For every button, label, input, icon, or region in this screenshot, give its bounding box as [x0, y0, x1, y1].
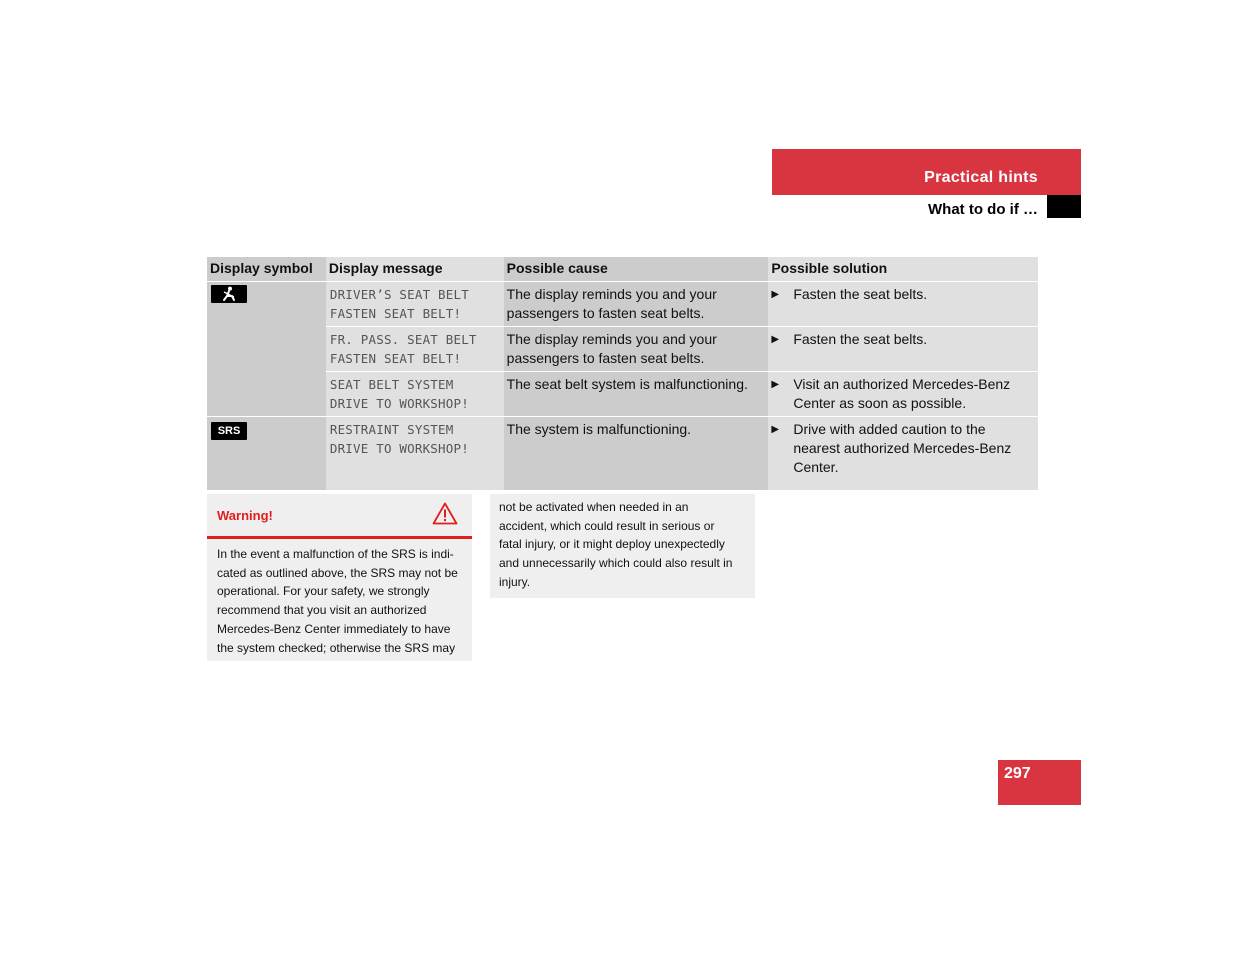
possible-solution-cell [768, 372, 1038, 417]
warning-line: fatal injury, or it might deploy unexpectedly [499, 537, 725, 552]
section-title: Practical hints [924, 169, 1038, 186]
possible-cause-cell: The seat belt system is malfunctioning. [504, 372, 769, 417]
bullet-arrow-icon: ▶ [771, 379, 780, 390]
message-line: FR. PASS. SEAT BELT [329, 332, 477, 347]
bullet-arrow-icon: ▶ [771, 424, 780, 435]
warning-title: Warning! [217, 508, 273, 523]
message-line: FASTEN SEAT BELT! [329, 351, 462, 366]
warning-line: injury. [499, 574, 531, 589]
warning-line: operational. For your safety, we strongly [217, 584, 430, 599]
warning-header [207, 494, 472, 539]
warning-box [207, 494, 472, 661]
table-header-row [207, 257, 1038, 282]
symbol-cell [207, 417, 326, 491]
display-message-cell [326, 327, 504, 372]
solution-text: Visit an authorized Mercedes-Benz Center as soon as possible. [793, 376, 1011, 411]
message-line: SEAT BELT SYSTEM [329, 377, 454, 392]
warning-line: the system checked; otherwise the SRS may [217, 640, 456, 655]
page-number: 297 [1004, 765, 1031, 782]
warning-triangle-icon [432, 502, 458, 530]
column-header-possible-cause: Possible cause [504, 257, 769, 282]
display-message-cell [326, 372, 504, 417]
warning-line: cated as outlined above, the SRS may not be [217, 565, 458, 580]
srs-icon: SRS [211, 422, 247, 440]
warning-line: recommend that you visit an authorized [217, 603, 427, 618]
column-header-display-symbol: Display symbol [207, 257, 326, 282]
warning-continuation-text [490, 494, 755, 592]
possible-cause-cell: The display reminds you and your passengers to fasten seat belts. [504, 282, 769, 327]
possible-cause-cell: The system is malfunctioning. [504, 417, 769, 491]
bullet-arrow-icon: ▶ [771, 334, 780, 345]
warning-line: and unnecessarily which could also result in [499, 556, 733, 571]
display-message-cell [326, 282, 504, 327]
subsection-title: What to do if … [928, 201, 1038, 218]
display-message-cell [326, 417, 504, 491]
display-messages-table [207, 257, 1038, 491]
table-row [207, 327, 1038, 372]
warning-line: not be activated when needed in an [499, 500, 689, 514]
message-line: DRIVE TO WORKSHOP! [329, 441, 469, 456]
table-row [207, 372, 1038, 417]
solution-text: Fasten the seat belts. [793, 286, 928, 302]
message-line: DRIVE TO WORKSHOP! [329, 396, 469, 411]
warning-line: In the event a malfunction of the SRS is indi- [217, 547, 454, 561]
warning-continuation-box [490, 494, 755, 598]
possible-cause-cell: The display reminds you and your passengers to fasten seat belts. [504, 327, 769, 372]
column-header-possible-solution: Possible solution [768, 257, 1038, 282]
message-line: FASTEN SEAT BELT! [329, 306, 462, 321]
bullet-arrow-icon: ▶ [771, 289, 780, 300]
possible-solution-cell [768, 417, 1038, 491]
seatbelt-icon [211, 285, 247, 303]
solution-text: Drive with added caution to the nearest authorized Mercedes-Benz Center. [793, 421, 1012, 475]
section-marker [1047, 195, 1081, 218]
warning-text [207, 539, 472, 657]
page-number-tab [998, 760, 1081, 805]
message-line: DRIVER’S SEAT BELT [329, 287, 469, 302]
symbol-cell [207, 282, 326, 417]
possible-solution-cell [768, 282, 1038, 327]
possible-solution-cell [768, 327, 1038, 372]
column-header-display-message: Display message [326, 257, 504, 282]
table-row [207, 417, 1038, 491]
section-tab [772, 149, 1081, 195]
message-line: RESTRAINT SYSTEM [329, 422, 454, 437]
warning-line: Mercedes-Benz Center immediately to have [217, 621, 451, 636]
table-row [207, 282, 1038, 327]
warning-line: accident, which could result in serious or [499, 518, 715, 533]
solution-text: Fasten the seat belts. [793, 331, 928, 347]
